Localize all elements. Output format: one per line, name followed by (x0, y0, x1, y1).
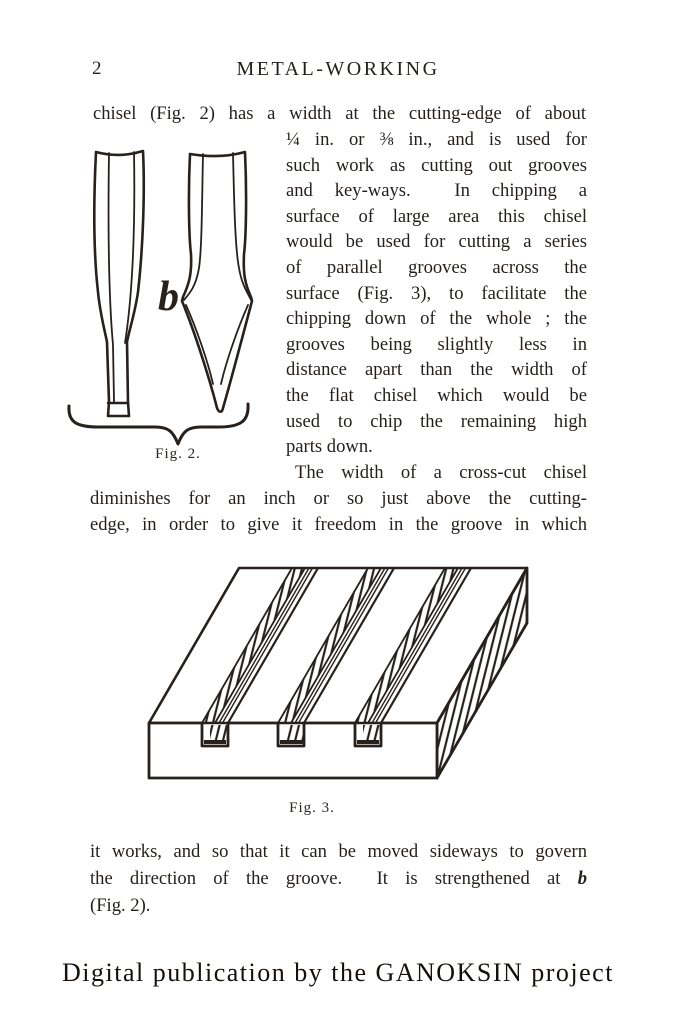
fig2-caption: Fig. 2. (155, 446, 201, 462)
body-line: and key-ways. In chipping a (286, 180, 587, 202)
fig3-caption: Fig. 3. (289, 800, 335, 816)
page-number: 2 (92, 58, 102, 79)
body-line: grooves being slightly less in (286, 333, 587, 355)
body-line: ¼ in. or ⅜ in., and is used for (286, 129, 587, 150)
page-header: METAL-WORKING (236, 58, 440, 80)
body-line: distance apart than the width of (286, 359, 587, 381)
flat-chisel-drawing (94, 151, 143, 416)
body-line: parts down. (286, 436, 373, 458)
text-column (286, 127, 587, 485)
body-line: it works, and so that it can be moved sideways to govern (90, 841, 587, 862)
body-line: diminishes for an inch or so just above the cutting- (90, 488, 587, 509)
fig3-illustration (143, 555, 543, 795)
body-line: surface (Fig. 3), to facilitate the (286, 282, 587, 304)
body-line: would be used for cutting a series (286, 231, 587, 253)
body-line: chipping down of the whole ; the (286, 308, 587, 330)
body-line: (Fig. 2). (90, 895, 151, 916)
body-line: surface of large area this chisel (286, 205, 587, 227)
body-line: of parallel grooves across the (286, 256, 587, 278)
body-line: the flat chisel which would be (286, 384, 587, 406)
body-line: used to chip the remaining high (286, 410, 587, 432)
crosscut-chisel-drawing (182, 152, 252, 412)
body-line-text: the direction of the groove. It is strengthened at (90, 868, 561, 889)
crosscut-chisel-facet-lines (184, 153, 251, 384)
closing-paragraph (90, 838, 587, 919)
body-line: edge, in order to give it freedom in the groove in which (90, 514, 587, 535)
flat-chisel-facet-lines (108, 152, 134, 402)
fig2-illustration (62, 140, 262, 450)
full-width-paragraph (90, 486, 587, 538)
body-line: chisel (Fig. 2) has a width at the cutting-edge of about (93, 103, 586, 124)
body-line (90, 865, 587, 892)
footer-credit: Digital publication by the GANOKSIN project (62, 958, 614, 987)
body-line: such work as cutting out grooves (286, 154, 587, 176)
body-line: The width of a cross-cut chisel (295, 461, 587, 483)
reference-label-b: b (577, 868, 587, 889)
chisel-label-b: b (158, 274, 179, 320)
